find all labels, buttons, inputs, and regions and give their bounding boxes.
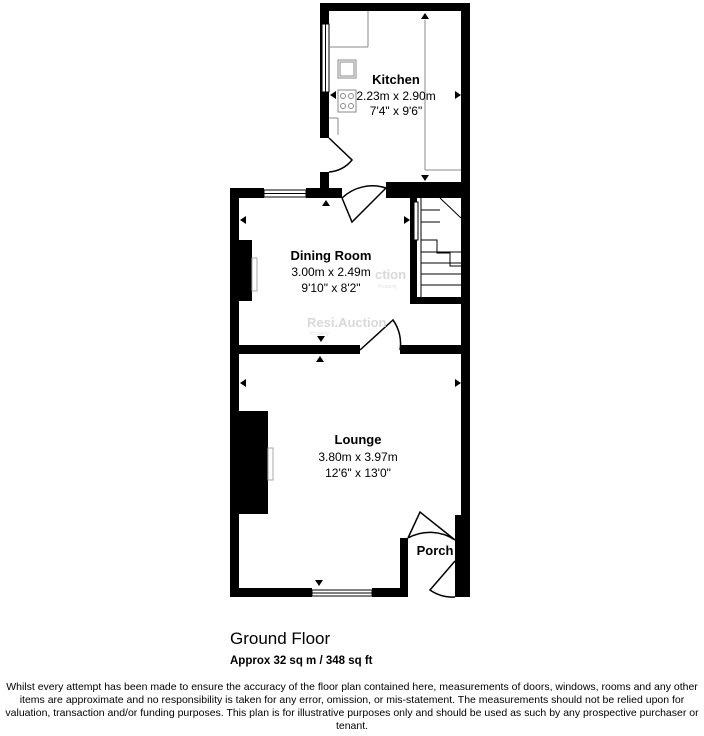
lounge-arrow-top [316, 356, 324, 362]
kitchen-imperial: 7'4" x 9'6" [369, 104, 423, 118]
kitchen-wall-top [320, 3, 470, 11]
kitchen-metric: 2.23m x 2.90m [356, 89, 436, 103]
lounge-chimney-breast [239, 411, 268, 514]
dining-wall-top-mid [306, 188, 342, 198]
lounge-hearth [268, 448, 273, 480]
watermark-sub-bottom: Property [310, 331, 329, 337]
dining-arrow-right [404, 216, 410, 224]
kitchen-door [342, 186, 386, 222]
dining-wall-left [230, 188, 239, 358]
porch-wall-right [455, 515, 470, 597]
lounge-arrow-bottom [315, 580, 323, 586]
partition-left [230, 345, 360, 354]
kitchen-arrow-left [330, 91, 336, 99]
dining-imperial: 9'10" x 8'2" [301, 281, 361, 295]
watermark-partial: ction [375, 267, 407, 282]
dining-metric: 3.00m x 2.49m [291, 265, 371, 279]
disclaimer: Whilst every attempt has been made to ensure the accuracy of the floor plan contained here, measurements of doors, windows, rooms and any other items are approximate and no responsibility is taken for any error, omission, or mis-statement. The measurements should not be relied upon for valuation, transaction and/or funding purposes. This plan is for illustrative purposes only and should be used as such by any prospective purchaser or tenant. [5, 681, 699, 732]
dining-arrow-top [322, 200, 330, 206]
stair-wall-bottom [410, 297, 466, 304]
lounge-wall-left [230, 350, 239, 597]
porch-front-door [430, 561, 455, 597]
dining-hearth [252, 258, 257, 291]
kitchen-back-door [329, 138, 352, 172]
lounge-arrow-left [240, 379, 246, 387]
lounge-metric: 3.80m x 3.97m [318, 450, 398, 464]
watermark-text: Resi.Auction [307, 315, 387, 330]
dining-chimney-breast [239, 240, 252, 301]
floor-title: Ground Floor [230, 629, 331, 648]
kitchen-label: Kitchen [372, 72, 420, 87]
dining-wall-right [461, 188, 470, 522]
sink-icon [338, 60, 356, 78]
kitchen-wall-right [461, 3, 470, 190]
staircase [414, 198, 461, 297]
floor-area: Approx 32 sq m / 348 sq ft [230, 655, 373, 667]
watermark-sub-top: Property [378, 284, 397, 290]
dining-arrow-left [240, 216, 246, 224]
doors [329, 138, 455, 597]
kitchen-wall-stub [320, 172, 329, 190]
hob-icon [338, 90, 356, 112]
lounge-imperial: 12'6" x 13'0" [325, 466, 391, 480]
dining-label: Dining Room [290, 248, 372, 263]
lounge-arrow-right [455, 379, 461, 387]
dining-wall-top-right [386, 182, 470, 198]
lounge-label: Lounge [334, 432, 382, 447]
porch-inner-door [408, 512, 455, 540]
porch-label: Porch [416, 543, 454, 558]
partition-right [400, 345, 470, 354]
kitchen-arrow-bottom [421, 175, 429, 181]
lounge-wall-bottom-left [230, 588, 312, 597]
kitchen-arrow-top [421, 13, 429, 19]
stair-handrail [414, 202, 418, 240]
porch-wall-left [400, 538, 408, 597]
kitchen-arrow-right [455, 91, 461, 99]
